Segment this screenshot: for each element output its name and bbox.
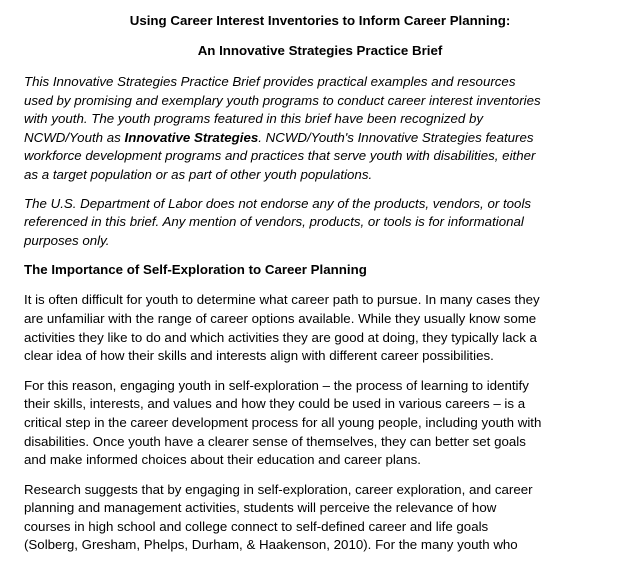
body-paragraph-2 [24,377,616,470]
body-paragraph-3 [24,481,616,555]
intro-paragraph [24,73,616,185]
disclaimer-line: referenced in this brief. Any mention of vendors, products, or tools is for informational [24,214,524,230]
disclaimer-paragraph [24,195,616,251]
paragraph-line: planning and management activities, students will perceive the relevance of how [24,500,497,516]
intro-text: . NCWD/Youth's Innovative Strategies features [258,129,534,145]
paragraph-line: Research suggests that by engaging in self-exploration, career exploration, and career [24,481,533,497]
disclaimer-line: The U.S. Department of Labor does not endorse any of the products, vendors, or tools [24,195,532,211]
section-heading: The Importance of Self-Exploration to Career Planning [24,262,367,278]
intro-line: used by promising and exemplary youth programs to conduct career interest inventories [24,92,541,108]
document-title: Using Career Interest Inventories to Inform Career Planning: [129,13,511,28]
document-subtitle: An Innovative Strategies Practice Brief [197,43,443,58]
paragraph-line: disabilities. Once youth have a clearer sense of themselves, they can better set goals [24,433,526,449]
paragraph-line: are unfamiliar with the range of career options available. While they usually know some [24,310,537,326]
intro-line: with youth. The youth programs featured in this brief have been recognized by [24,111,484,127]
disclaimer-line: purposes only. [24,232,110,248]
paragraph-line: critical step in the career development process for all young people, including youth with [24,414,542,430]
intro-text: NCWD/Youth as [24,129,125,145]
paragraph-line: their skills, interests, and values and how they could be used in various careers – is a [24,396,526,412]
intro-line [24,129,616,148]
document-page [24,0,616,555]
paragraph-line: and make informed choices about their education and career plans. [24,452,421,468]
intro-line: as a target population or as part of other youth populations. [24,166,373,182]
innovative-strategies-emphasis: Innovative Strategies [124,129,259,145]
paragraph-line: It is often difficult for youth to determine what career path to pursue. In many cases they [24,292,540,308]
intro-line: workforce development programs and practices that serve youth with disabilities, either [24,148,536,164]
intro-line: This Innovative Strategies Practice Brief provides practical examples and resources [24,74,516,89]
paragraph-line: (Solberg, Gresham, Phelps, Durham, & Haakenson, 2010). For the many youth who [24,537,518,553]
paragraph-line: For this reason, engaging youth in self-exploration – the process of learning to identify [24,377,529,393]
body-paragraph-1 [24,291,616,365]
paragraph-line: activities they like to do and which activities they are good at doing, they typically lack a [24,329,537,345]
paragraph-line: courses in high school and college connect to self-defined career and life goals [24,518,489,534]
paragraph-line: clear idea of how their skills and interests align with different career possibilities. [24,348,494,364]
